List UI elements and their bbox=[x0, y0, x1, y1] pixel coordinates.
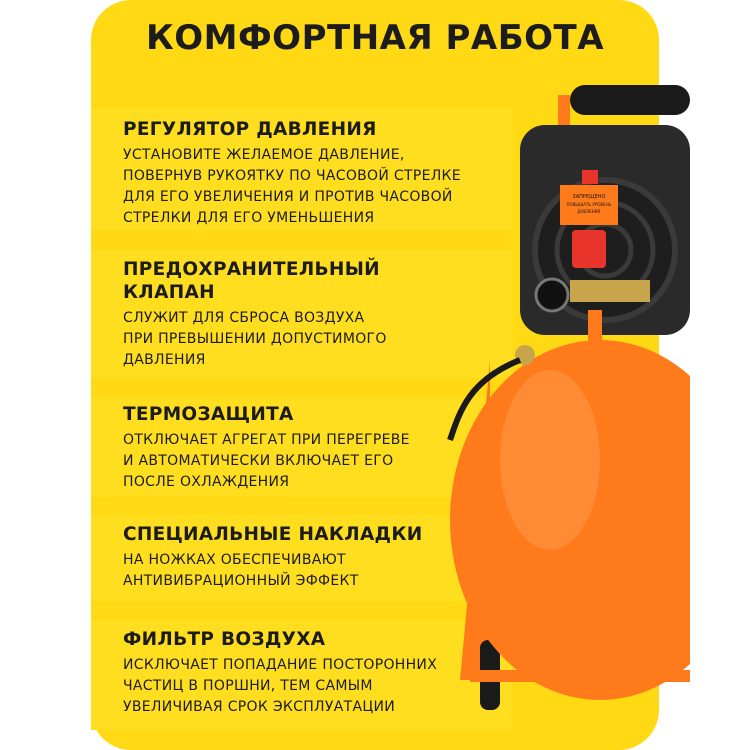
feature-pressure-regulator bbox=[123, 118, 483, 229]
svg-text:ПОВЫШАТЬ УРОВЕНЬ: ПОВЫШАТЬ УРОВЕНЬ bbox=[566, 202, 612, 207]
feature-air-filter bbox=[123, 628, 483, 718]
page-title: КОМФОРТНАЯ РАБОТА bbox=[145, 18, 605, 58]
feature-description: УСТАНОВИТЕ ЖЕЛАЕМОЕ ДАВЛЕНИЕ, ПОВЕРНУВ РУКОЯТКУ ПО ЧАСОВОЙ СТРЕЛКЕ ДЛЯ ЕГО УВЕЛИЧЕНИЯ И ПРОТИВ ЧАСОВОЙ СТРЕЛКИ ДЛЯ ЕГО УМЕНЬШЕНИЯ bbox=[123, 147, 461, 226]
feature-heading: ТЕРМОЗАЩИТА bbox=[123, 404, 294, 425]
feature-description: ОТКЛЮЧАЕТ АГРЕГАТ ПРИ ПЕРЕГРЕВЕ И АВТОМАТИЧЕСКИ ВКЛЮЧАЕТ ЕГО ПОСЛЕ ОХЛАЖДЕНИЯ bbox=[123, 432, 410, 490]
pressure-gauge-icon bbox=[536, 279, 568, 311]
svg-text:ДАВЛЕНИЯ: ДАВЛЕНИЯ bbox=[577, 209, 601, 214]
brass-fitting bbox=[570, 280, 650, 302]
outlet-pipe bbox=[588, 310, 602, 380]
feature-heading: ФИЛЬТР ВОЗДУХА bbox=[123, 629, 326, 650]
handle-grip bbox=[570, 85, 690, 115]
feature-safety-valve bbox=[123, 258, 483, 371]
feature-thermal-protection bbox=[123, 403, 483, 493]
feature-description: СЛУЖИТ ДЛЯ СБРОСА ВОЗДУХА ПРИ ПРЕВЫШЕНИИ ДОПУСТИМОГО ДАВЛЕНИЯ bbox=[123, 310, 387, 368]
feature-heading: СПЕЦИАЛЬНЫЕ НАКЛАДКИ bbox=[123, 524, 423, 545]
pressure-knob-icon bbox=[572, 230, 606, 268]
feature-description: ИСКЛЮЧАЕТ ПОПАДАНИЕ ПОСТОРОННИХ ЧАСТИЦ В ПОРШНИ, ТЕМ САМЫМ УВЕЛИЧИВАЯ СРОК ЭКСПЛУАТАЦИИ bbox=[123, 657, 438, 715]
feature-heading: РЕГУЛЯТОР ДАВЛЕНИЯ bbox=[123, 119, 377, 140]
feature-description: НА НОЖКАХ ОБЕСПЕЧИВАЮТ АНТИВИБРАЦИОННЫЙ ЭФФЕКТ bbox=[123, 552, 359, 589]
feature-anti-vibration-pads bbox=[123, 523, 483, 592]
tank-highlight bbox=[500, 370, 600, 550]
svg-text:ЗАПРЕЩЕНО: ЗАПРЕЩЕНО bbox=[572, 194, 606, 200]
feature-heading: ПРЕДОХРАНИТЕЛЬНЫЙ КЛАПАН bbox=[123, 259, 380, 303]
